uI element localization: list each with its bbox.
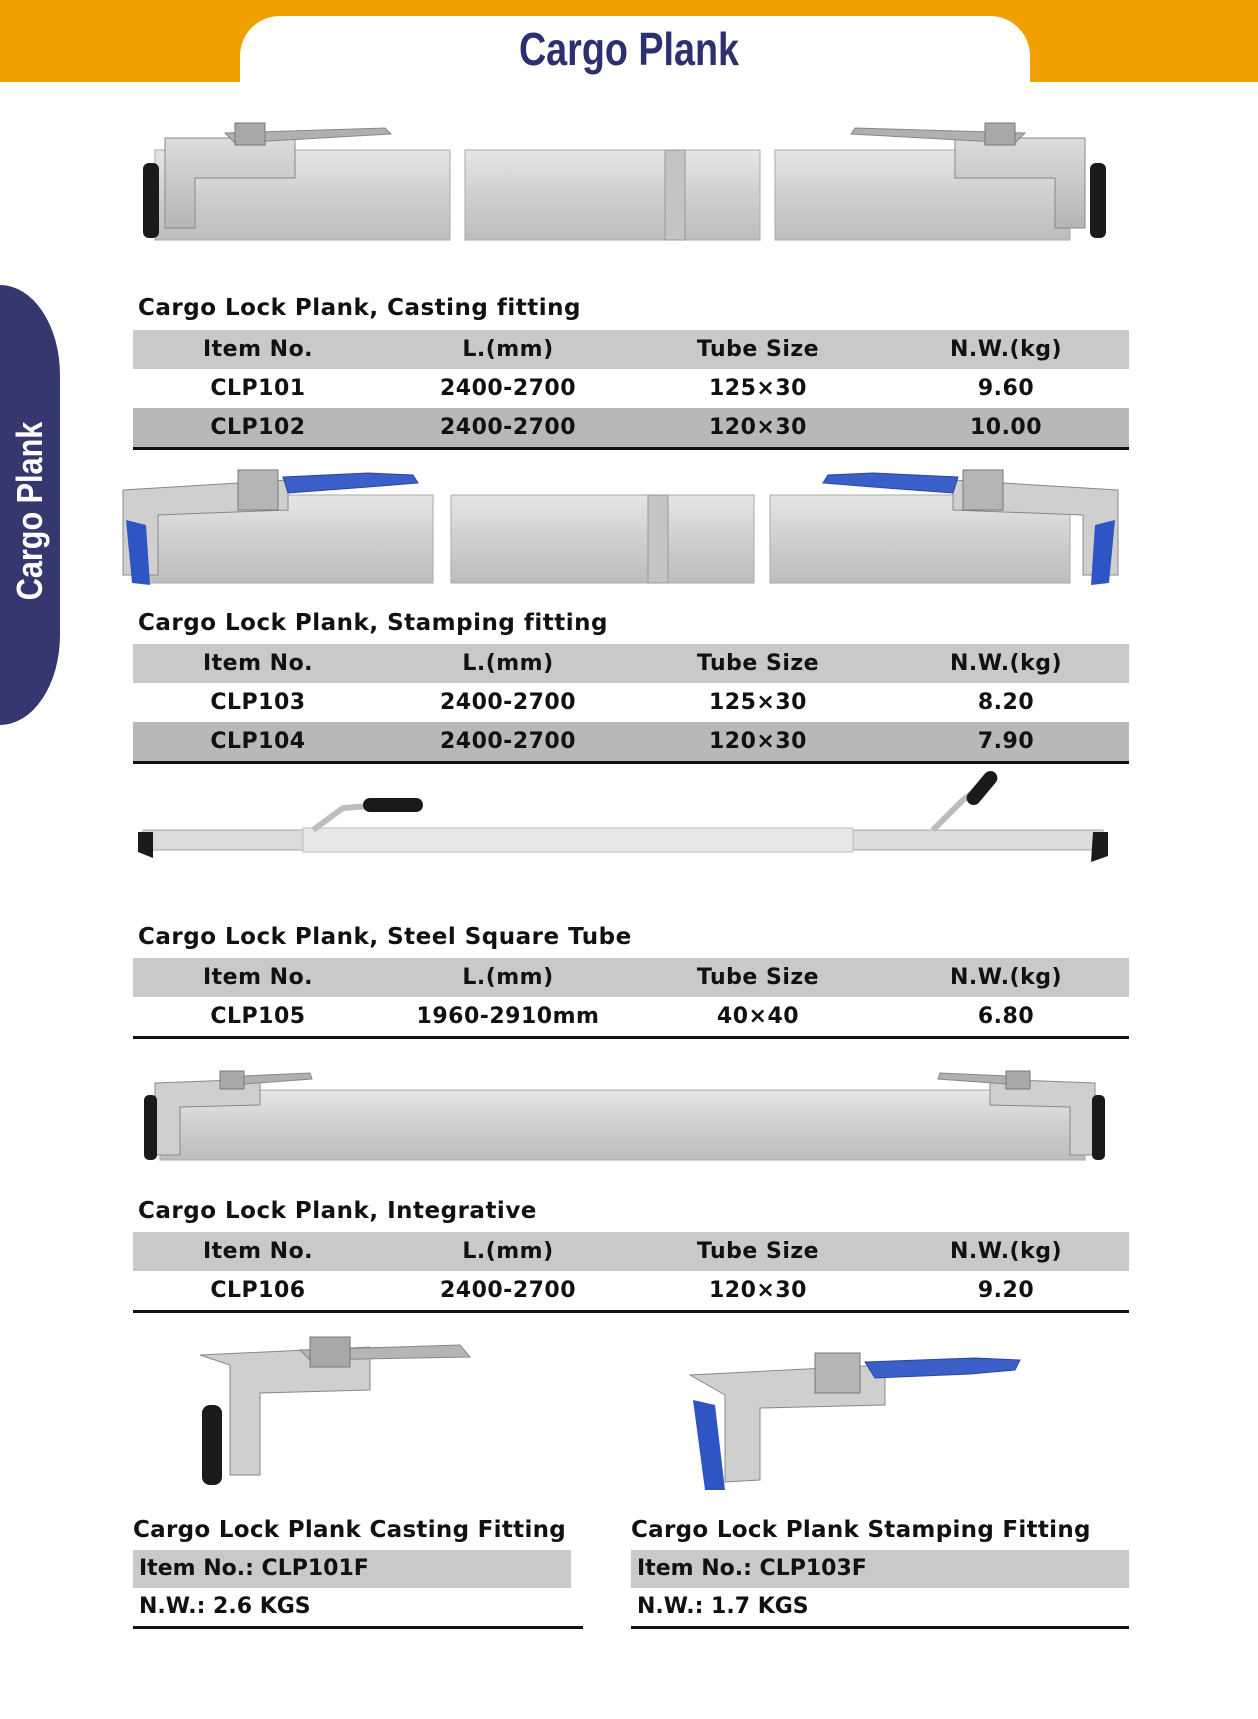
section-title-stamping: Cargo Lock Plank, Stamping fitting [138,610,608,636]
header-tube: Tube Size [696,651,820,676]
spec-table-integrative [133,1232,1129,1313]
table-row [133,408,1129,447]
cell-length: 2400-2700 [439,729,577,754]
page-title: Cargo Plank [518,23,740,75]
header-tube: Tube Size [696,965,820,990]
header-nw: N.W.(kg) [949,337,1063,362]
cell-tube: 125×30 [709,690,807,715]
spec-table-casting [133,330,1129,450]
header-length: L.(mm) [462,1239,554,1264]
header-item: Item No. [202,337,314,362]
side-label: Cargo Plank [9,421,50,601]
cell-item: CLP102 [210,415,306,440]
table-header-row [133,644,1129,683]
section-title-casting: Cargo Lock Plank, Casting fitting [138,295,581,321]
header-nw: N.W.(kg) [949,1239,1063,1264]
cell-length: 1960-2910mm [416,1004,600,1029]
header-length: L.(mm) [462,965,554,990]
cell-length: 2400-2700 [439,376,577,401]
cell-item: CLP104 [210,729,306,754]
spec-table-steel-tube [133,958,1129,1039]
table-row [133,1271,1129,1310]
header-length: L.(mm) [462,337,554,362]
stamping-fitting-photo [685,1350,1025,1500]
cell-item: CLP105 [210,1004,306,1029]
header-tube: Tube Size [696,1239,820,1264]
header-nw: N.W.(kg) [949,651,1063,676]
stamping-plank-photo [118,465,1128,595]
cell-length: 2400-2700 [439,690,577,715]
cell-tube: 120×30 [709,415,807,440]
cell-item: CLP106 [210,1278,306,1303]
casting-fitting-photo [190,1335,490,1495]
integrative-plank-photo [140,1065,1110,1170]
header-nw: N.W.(kg) [949,965,1063,990]
cell-nw: 7.90 [977,729,1035,754]
cell-length: 2400-2700 [439,415,577,440]
table-row [133,369,1129,408]
table-row [133,997,1129,1036]
steel-tube-plank-photo [133,760,1113,880]
stamping-fitting-title: Cargo Lock Plank Stamping Fitting [631,1517,1091,1543]
cell-item: CLP101 [210,376,306,401]
casting-fitting-title: Cargo Lock Plank Casting Fitting [133,1517,567,1543]
section-title-steel-tube: Cargo Lock Plank, Steel Square Tube [138,924,632,950]
stamping-fitting-nw: N.W.: 1.7 KGS [637,1594,809,1619]
cell-item: CLP103 [210,690,306,715]
spec-table-stamping [133,644,1129,764]
casting-plank-photo [135,118,1115,253]
header-length: L.(mm) [462,651,554,676]
cell-tube: 120×30 [709,1278,807,1303]
casting-fitting-item: Item No.: CLP101F [133,1550,571,1588]
cell-nw: 10.00 [969,415,1043,440]
table-row [133,683,1129,722]
cell-tube: 40×40 [716,1004,800,1029]
stamping-fitting-item: Item No.: CLP103F [631,1550,1129,1588]
cell-tube: 120×30 [709,729,807,754]
stamping-fitting-info [631,1510,1129,1629]
cell-nw: 9.20 [977,1278,1035,1303]
header-item: Item No. [202,1239,314,1264]
casting-fitting-info [133,1510,583,1629]
section-title-integrative: Cargo Lock Plank, Integrative [138,1198,537,1224]
table-header-row [133,958,1129,997]
cell-nw: 8.20 [977,690,1035,715]
cell-nw: 6.80 [977,1004,1035,1029]
table-row [133,722,1129,761]
casting-fitting-nw: N.W.: 2.6 KGS [139,1594,311,1619]
table-header-row [133,330,1129,369]
header-item: Item No. [202,651,314,676]
cell-tube: 125×30 [709,376,807,401]
header-item: Item No. [202,965,314,990]
cell-nw: 9.60 [977,376,1035,401]
header-tube: Tube Size [696,337,820,362]
table-header-row [133,1232,1129,1271]
cell-length: 2400-2700 [439,1278,577,1303]
